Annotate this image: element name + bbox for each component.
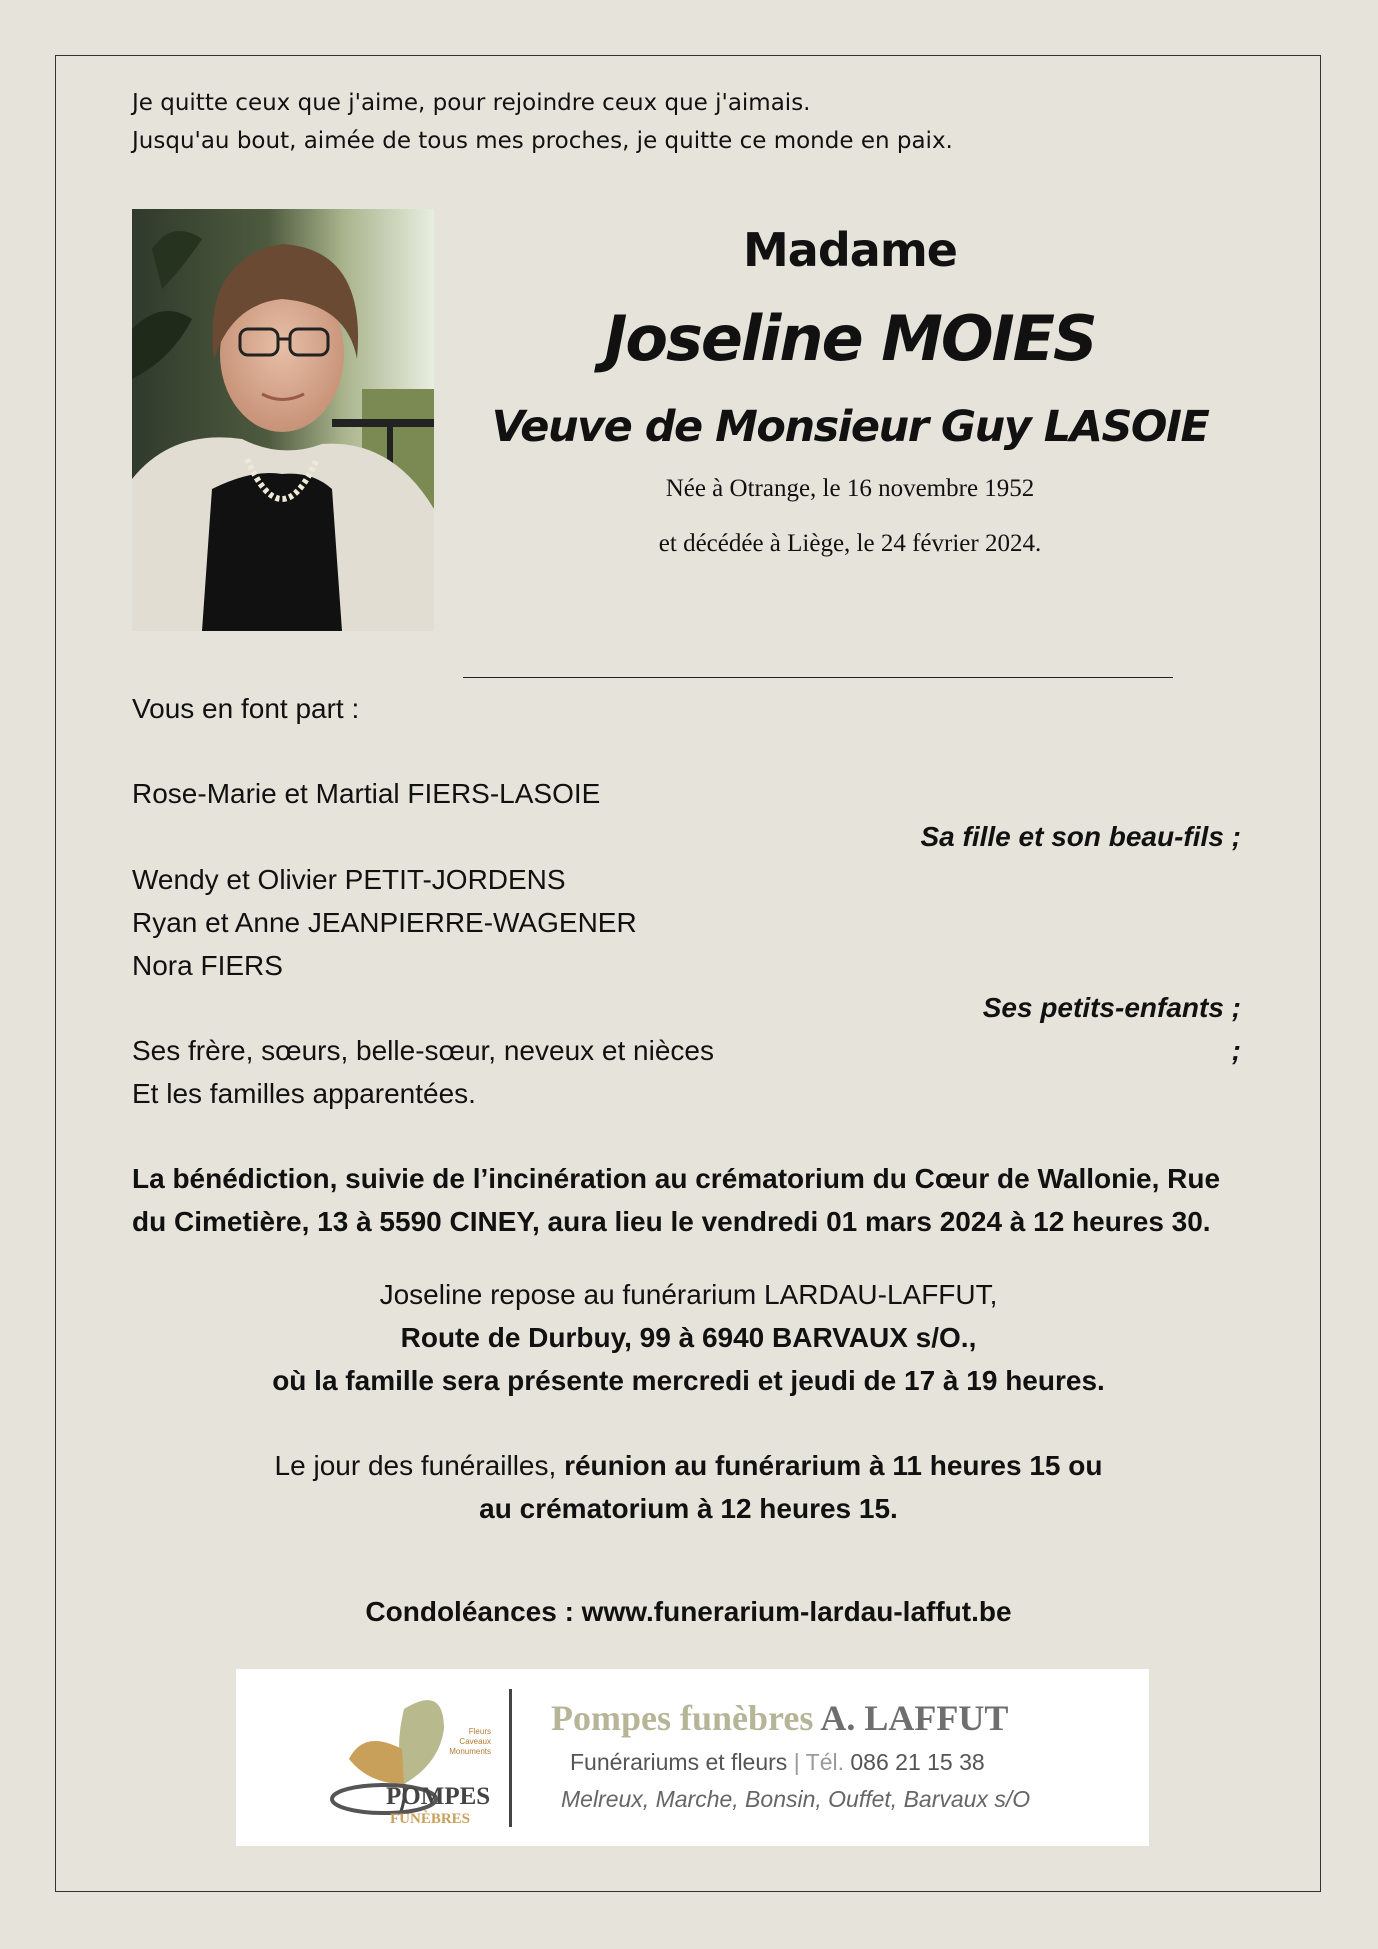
death-info: et décédée à Liège, le 24 février 2024. <box>658 530 1042 557</box>
meeting-line-2: au crématorium à 12 heures 15. <box>479 1493 898 1524</box>
funerarium-line-1: Joseline repose au funérarium LARDAU-LAFFUT, <box>379 1279 998 1310</box>
condolences-link[interactable]: Condoléances : www.funerarium-lardau-laffut.be <box>365 1596 1012 1627</box>
ceremony-line-1: La bénédiction, suivie de l’incinération au crématorium du Cœur de Wallonie, Rue <box>132 1163 1221 1194</box>
siblings: Ses frère, sœurs, belle-sœur, neveux et nièces <box>132 1035 714 1066</box>
visiting-hours: où la famille sera présente mercredi et jeudi de 17 à 19 heures. <box>272 1365 1105 1396</box>
daughter-names: Rose-Marie et Martial FIERS-LASOIE <box>132 778 601 809</box>
daughter-role: Sa fille et son beau-fils ; <box>920 821 1241 852</box>
deceased-name: Joseline MOIES <box>604 302 1096 375</box>
quote-line-1: Je quitte ceux que j'aime, pour rejoindre ceux que j'aimais. <box>132 90 811 116</box>
funeral-home-contact: Funérariums et fleurs | Tél. 086 21 15 38 <box>570 1749 985 1775</box>
families: Et les familles apparentées. <box>132 1078 476 1109</box>
grandchild-1: Wendy et Olivier PETIT-JORDENS <box>132 864 566 895</box>
honorific: Madame <box>743 223 957 277</box>
quote-line-2: Jusqu'au bout, aimée de tous mes proches, je quitte ce monde en paix. <box>132 128 953 154</box>
funeral-home-name: Pompes funèbres A. LAFFUT <box>551 1698 1009 1738</box>
grandchild-2: Ryan et Anne JEANPIERRE-WAGENER <box>132 907 637 938</box>
ceremony-line-2: du Cimetière, 13 à 5590 CINEY, aura lieu le vendredi 01 mars 2024 à 12 heures 30. <box>132 1206 1211 1237</box>
svg-text:FUNÈBRES: FUNÈBRES <box>390 1811 471 1827</box>
logo-small-text: Fleurs Caveaux Monuments <box>449 1727 491 1756</box>
grandchildren-role: Ses petits-enfants ; <box>982 992 1241 1023</box>
meeting-line-1 <box>100 1449 1277 1483</box>
meeting-bold: réunion au funérarium à 11 heures 15 ou <box>564 1450 1103 1481</box>
grandchild-3: Nora FIERS <box>132 950 283 981</box>
announce-intro: Vous en font part : <box>132 693 360 724</box>
siblings-role: ; <box>1231 1035 1241 1066</box>
funerarium-address: Route de Durbuy, 99 à 6940 BARVAUX s/O., <box>400 1322 977 1353</box>
portrait-photo <box>132 209 434 631</box>
portrait-image <box>132 209 434 631</box>
funeral-home-locations: Melreux, Marche, Bonsin, Ouffet, Barvaux s/O <box>561 1786 1031 1812</box>
meeting-plain: Le jour des funérailles, <box>274 1450 565 1481</box>
funeral-home-logo <box>236 1669 1149 1846</box>
separator-line <box>463 677 1173 678</box>
logo-divider <box>509 1689 512 1827</box>
epitaph-quote <box>132 84 953 160</box>
widow-of: Veuve de Monsieur Guy LASOIE <box>491 402 1209 452</box>
birth-info: Née à Otrange, le 16 novembre 1952 <box>665 475 1035 502</box>
svg-text:POMPES: POMPES <box>386 1783 491 1810</box>
leaf-logo-icon <box>324 1689 504 1829</box>
